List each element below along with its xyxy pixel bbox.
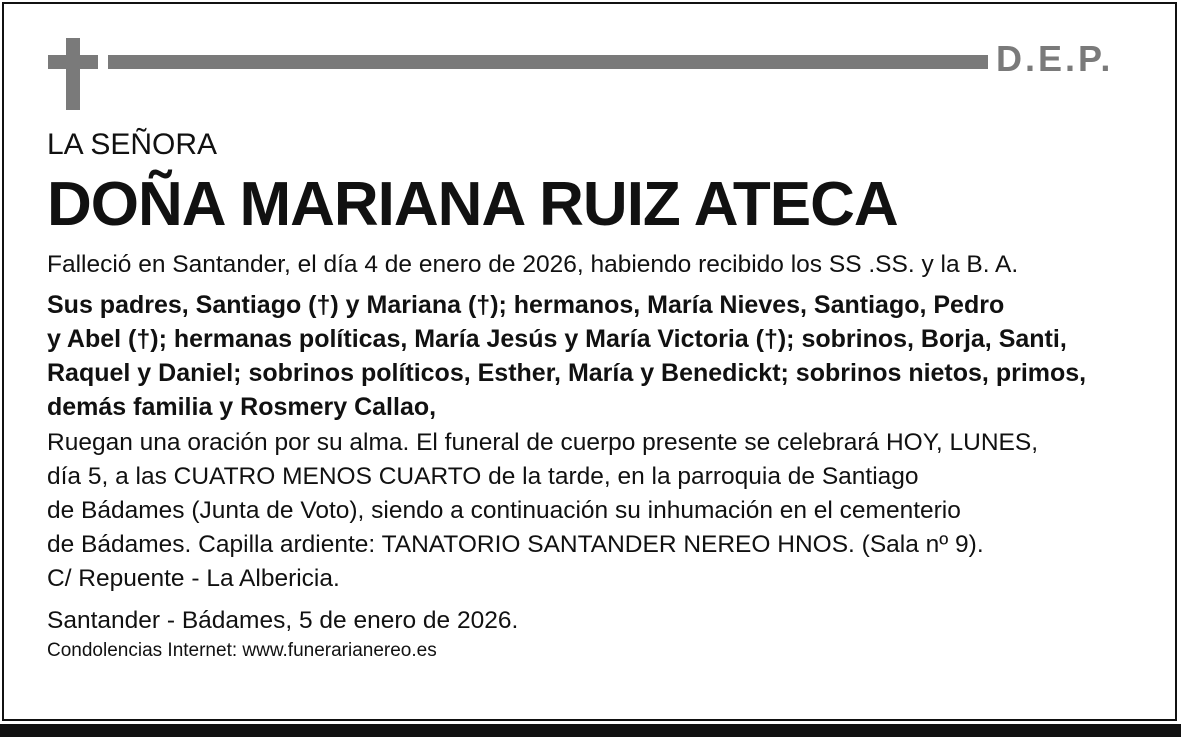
service-line: Ruegan una oración por su alma. El funeral de cuerpo presente se celebrará HOY, LUNES, (47, 429, 1039, 456)
dateline: Santander - Bádames, 5 de enero de 2026. (47, 607, 519, 634)
title-prefix: LA SEÑORA (47, 128, 218, 161)
death-statement: Falleció en Santander, el día 4 de enero de 2026, habiendo recibido los SS .SS. y la B. A. (47, 251, 1019, 278)
bottom-border (0, 724, 1181, 737)
service-line: día 5, a las CUATRO MENOS CUARTO de la tarde, en la parroquia de Santiago (47, 463, 919, 490)
family-line: y Abel (†); hermanas políticas, María Jesús y María Victoria (†); sobrinos, Borja, Santi, (47, 325, 1067, 353)
service-line: C/ Repuente - La Albericia. (47, 565, 340, 592)
condolences-link: Condolencias Internet: www.funerarianereo.es (47, 640, 437, 661)
cross-icon (48, 38, 98, 110)
service-details (47, 426, 1147, 596)
family-line: Raquel y Daniel; sobrinos políticos, Esther, María y Benedickt; sobrinos nietos, primos, (47, 359, 1087, 387)
header-rule (108, 55, 988, 69)
dep-label: D.E.P. (996, 38, 1114, 79)
family-line: Sus padres, Santiago (†) y Mariana (†); hermanos, María Nieves, Santiago, Pedro (47, 291, 1005, 319)
deceased-name: DOÑA MARIANA RUIZ ATECA (47, 170, 898, 239)
service-line: de Bádames. Capilla ardiente: TANATORIO SANTANDER NEREO HNOS. (Sala nº 9). (47, 531, 984, 558)
family-list (47, 288, 1147, 424)
service-line: de Bádames (Junta de Voto), siendo a continuación su inhumación en el cementerio (47, 497, 961, 524)
family-line: demás familia y Rosmery Callao, (47, 393, 437, 421)
obituary-body (47, 126, 1147, 664)
